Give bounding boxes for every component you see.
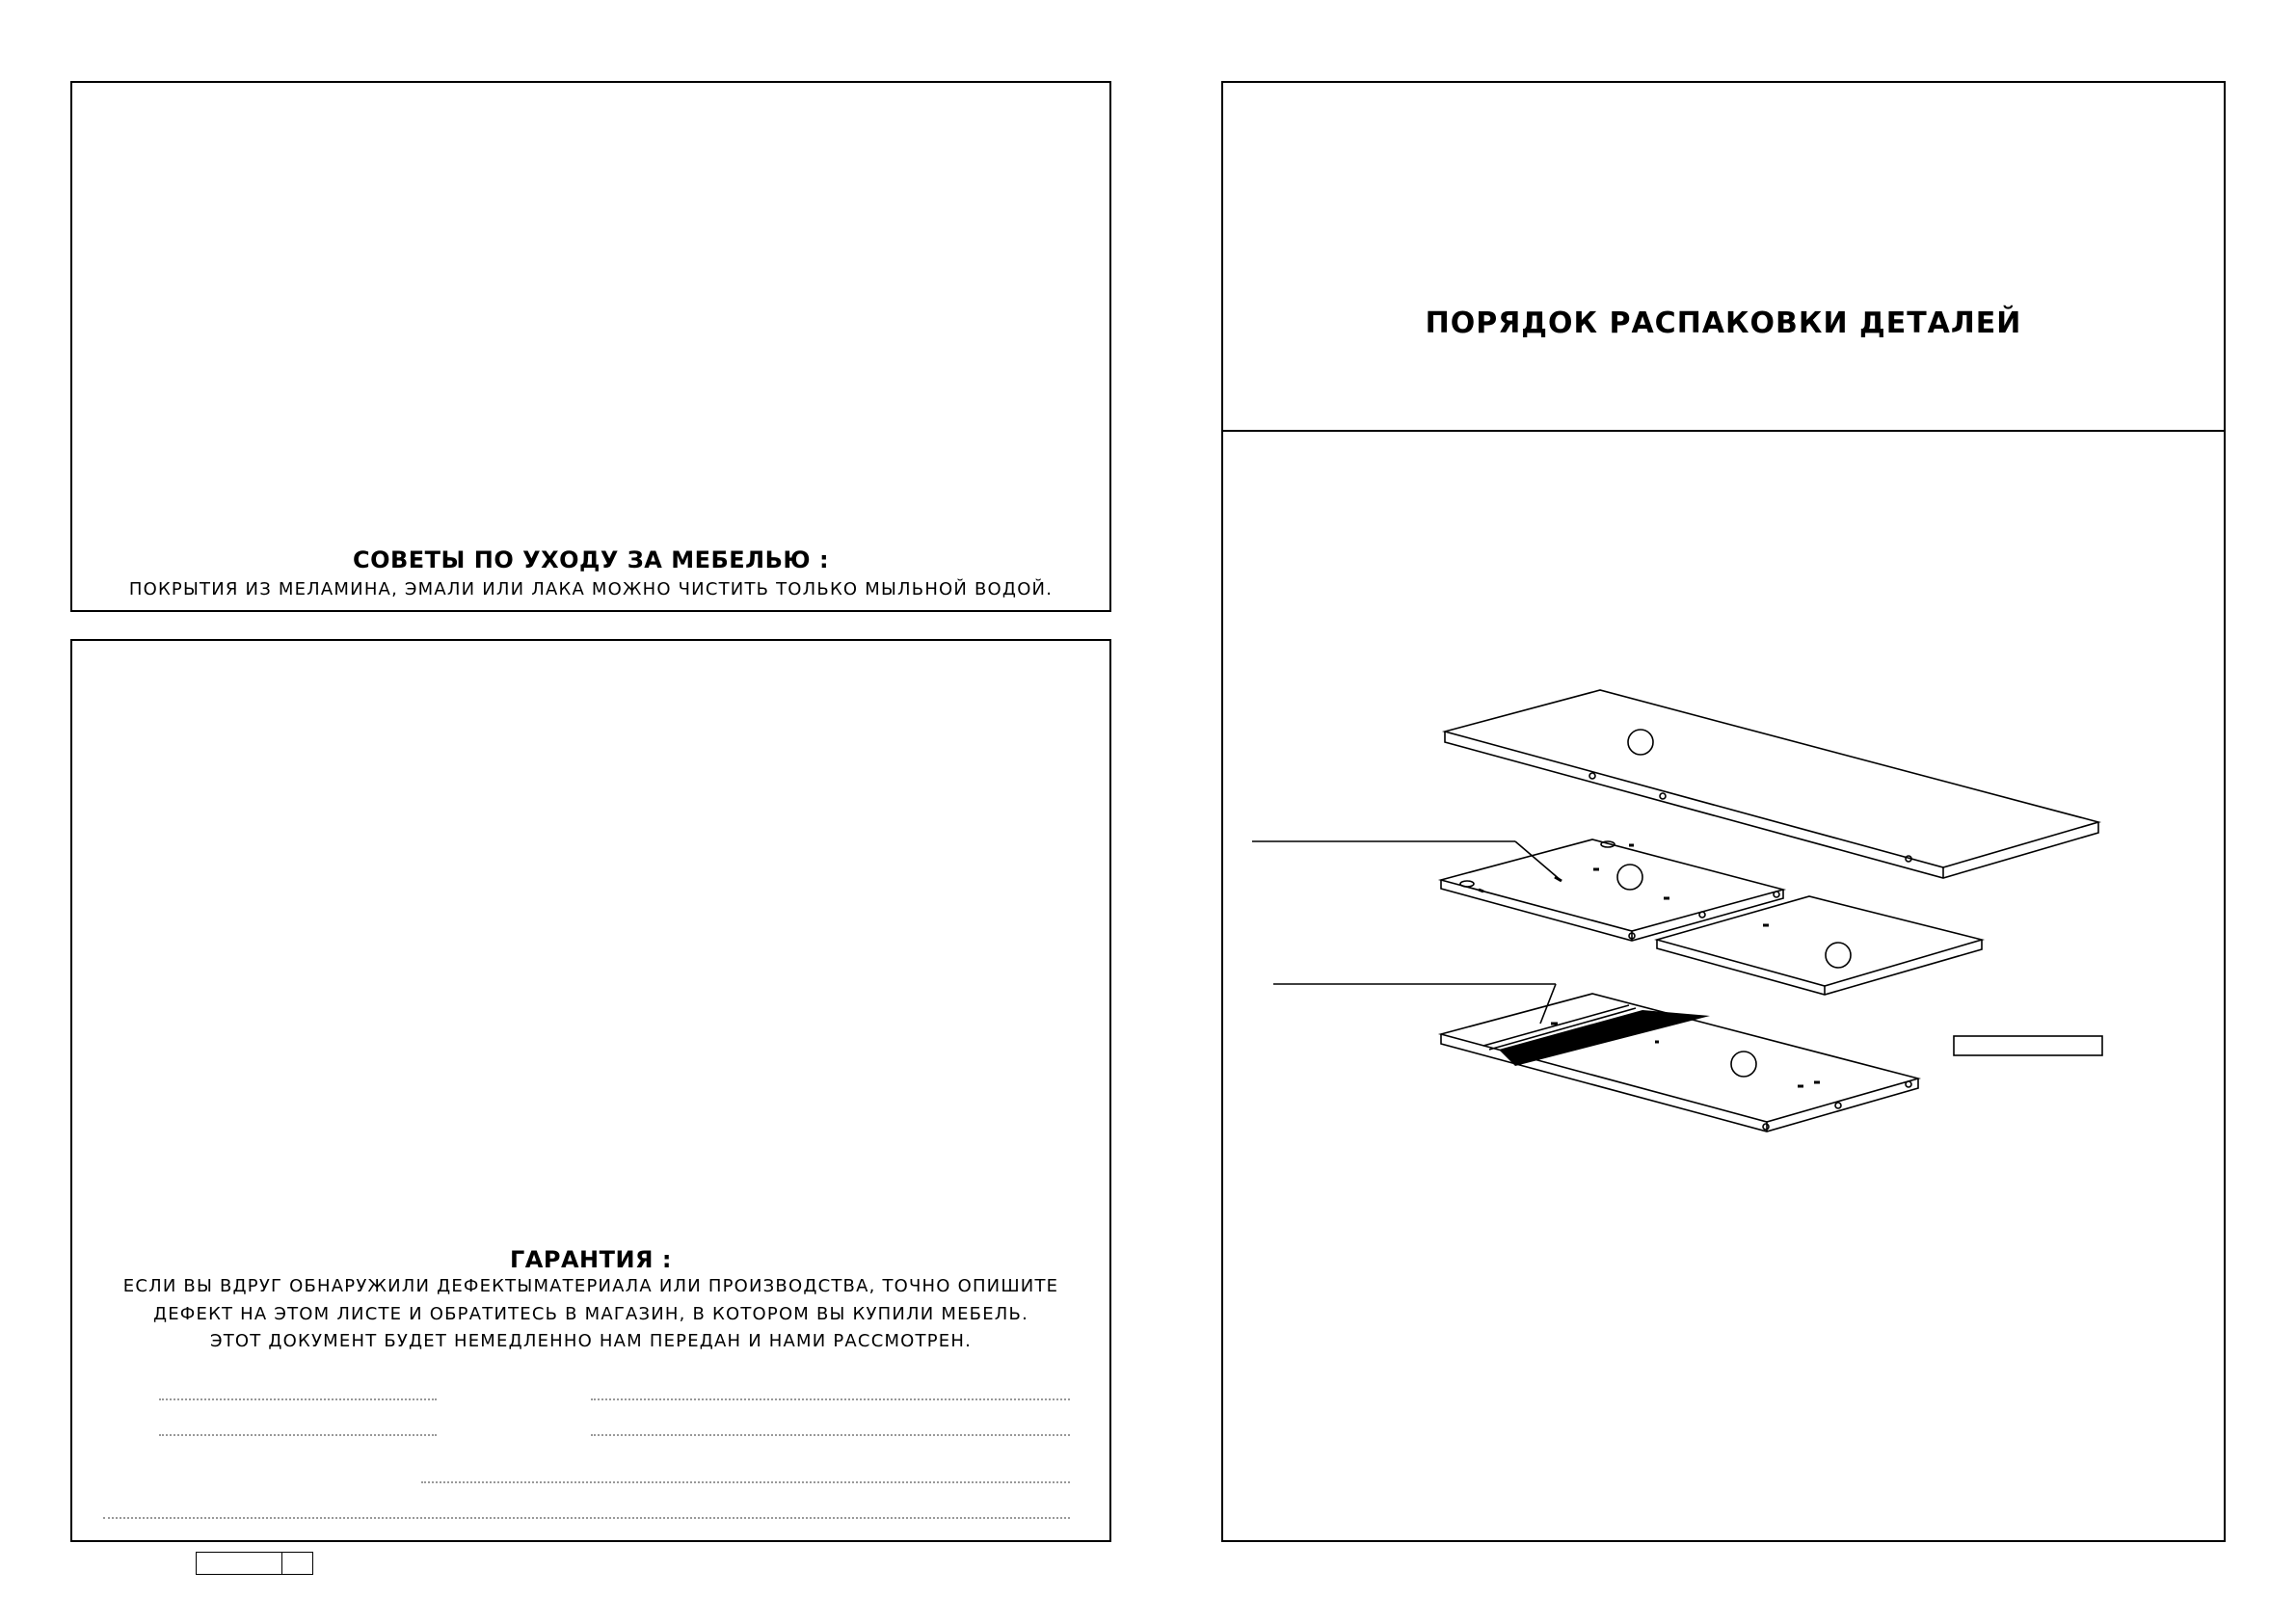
unpacking-panel — [1221, 81, 2226, 1542]
unpacking-title: ПОРЯДОК РАСПАКОВКИ ДЕТАЛЕЙ — [1425, 306, 2022, 340]
warranty-text-line: ЕСЛИ ВЫ ВДРУГ ОБНАРУЖИЛИ ДЕФЕКТЫМАТЕРИАЛА ИЛИ ПРОИЗВОДСТВА, ТОЧНО ОПИШИТЕ — [122, 1276, 1059, 1296]
fill-in-line[interactable] — [591, 1434, 1070, 1436]
label-box — [1954, 1036, 2102, 1055]
side-panel-part — [1252, 839, 1783, 941]
care-panel — [70, 81, 1111, 612]
long-panel-part — [1445, 690, 2098, 878]
divider — [281, 1553, 282, 1574]
fill-in-line[interactable] — [591, 1398, 1070, 1400]
care-title: СОВЕТЫ ПО УХОДУ ЗА МЕБЕЛЬЮ : — [352, 546, 830, 573]
care-text: ПОКРЫТИЯ ИЗ МЕЛАМИНА, ЭМАЛИ ИЛИ ЛАКА МОЖНО ЧИСТИТЬ ТОЛЬКО МЫЛЬНОЙ ВОДОЙ. — [128, 579, 1054, 599]
warranty-title: ГАРАНТИЯ : — [509, 1246, 672, 1273]
fill-in-line[interactable] — [159, 1434, 437, 1436]
fill-in-line[interactable] — [159, 1398, 437, 1400]
fill-in-line[interactable] — [421, 1481, 1070, 1483]
warranty-text-line: ЭТОТ ДОКУМЕНТ БУДЕТ НЕМЕДЛЕННО НАМ ПЕРЕДАН И НАМИ РАССМОТРЕН. — [209, 1331, 973, 1351]
parts-diagram — [1223, 83, 2224, 1540]
stamp-box — [196, 1552, 313, 1575]
warranty-text-line: ДЕФЕКТ НА ЭТОМ ЛИСТЕ И ОБРАТИТЕСЬ В МАГАЗИН, В КОТОРОМ ВЫ КУПИЛИ МЕБЕЛЬ. — [152, 1304, 1029, 1324]
warranty-panel — [70, 639, 1111, 1542]
bottom-panel-part — [1273, 984, 1918, 1131]
fill-in-line[interactable] — [103, 1517, 1070, 1519]
